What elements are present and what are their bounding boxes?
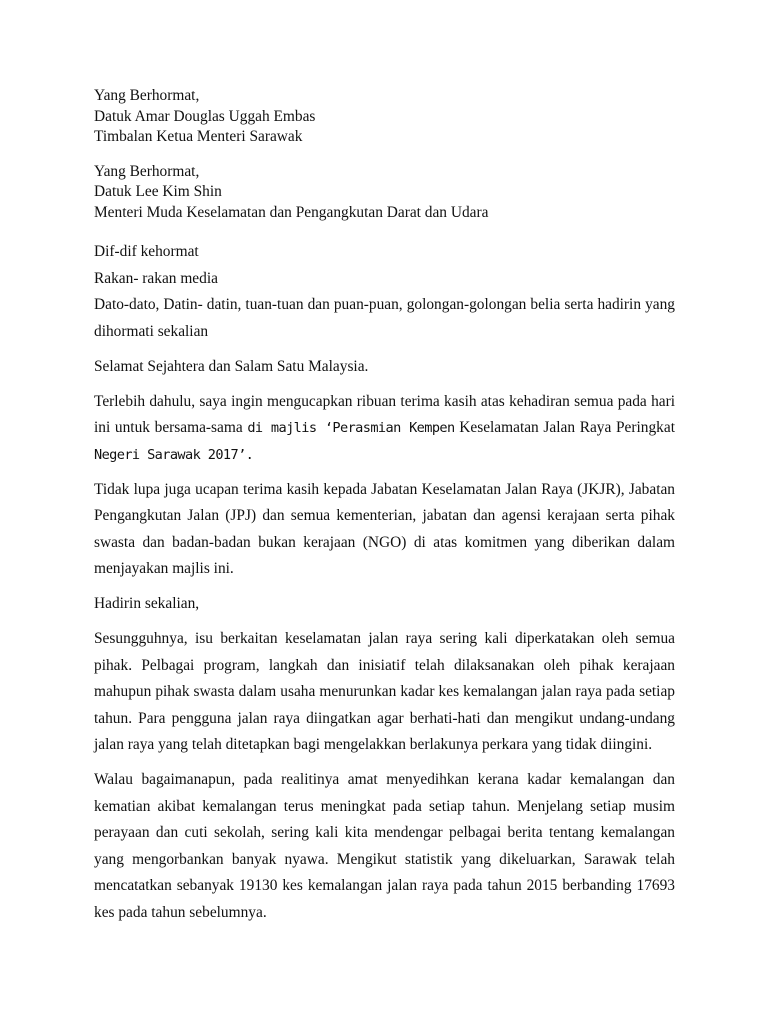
speech-document [94,86,675,926]
event-name-text: di majlis ‘Perasmian Kempen [247,420,455,436]
address-line: Yang Berhormat, [94,87,200,104]
thanks-text: Keselamatan Jalan Raya Peringkat [454,419,675,436]
salutation-line: Rakan- rakan media [94,269,218,287]
acknowledgement-paragraph: Tidak lupa juga ucapan terima kasih kepada Jabatan Keselamatan Jalan Raya (JKJR), Jabatan Pengangkutan Jalan (JPJ) dan semua kementerian, jabatan dan agensi kerajaan serta pihak swasta dan badan-badan bukan kerajaan (NGO) di atas komitmen yang diberikan dalam menjayakan majlis ini. [94,480,675,577]
greeting-paragraph: Selamat Sejahtera dan Salam Satu Malaysia. [94,357,369,375]
address-line: Timbalan Ketua Menteri Sarawak [94,128,303,145]
thanks-paragraph [94,389,675,469]
address-block-1 [94,86,675,148]
salutation-line: Dif-dif kehormat [94,243,199,260]
address-line: Menteri Muda Keselamatan dan Pengangkutan Darat dan Udara [94,203,489,221]
audience-address: Hadirin sekalian, [94,595,200,612]
address-line: Yang Berhormat, [94,162,200,180]
body-paragraph: Sesungguhnya, isu berkaitan keselamatan jalan raya sering kali diperkatakan oleh semua pihak. Pelbagai program, langkah dan inisiatif telah dilaksanakan oleh pihak kerajaan mahupun pihak swasta dalam usaha menurunkan kadar kes kemalangan jalan raya pada setiap tahun. Para pengguna jalan raya diingatkan agar berhati-hati dan mengikut undang-undang jalan raya yang telah ditetapkan bagi mengelakkan berlakunya perkara yang tidak diingini. [94,630,675,753]
salutation-line: Dato-dato, Datin- datin, tuan-tuan dan puan-puan, golongan-golongan belia serta hadirin yang dihormati sekalian [94,296,675,340]
address-line: Datuk Lee Kim Shin [94,183,222,200]
event-name-text: Negeri Sarawak 2017’. [94,446,254,463]
body-paragraph: Walau bagaimanapun, pada realitinya amat menyedihkan kerana kadar kemalangan dan kematian akibat kemalangan terus meningkat pada setiap tahun. Menjelang setiap musim perayaan dan cuti sekolah, sering kali kita mendengar pelbagai berita tentang kemalangan yang mengorbankan banyak nyawa. Mengikut statistik yang dikeluarkan, Sarawak telah mencatatkan sebanyak 19130 kes kemalangan jalan raya pada tahun 2015 berbanding 17693 kes pada tahun sebelumnya. [94,771,675,921]
salutation-list [94,239,675,345]
thanks-text: Terlebih dahulu, saya ingin mengucapkan ribuan terima kasih atas kehadiran semua pada hari ini untuk bersama-sama [94,392,675,436]
address-line: Datuk Amar Douglas Uggah Embas [94,107,316,125]
address-block-2 [94,162,675,224]
